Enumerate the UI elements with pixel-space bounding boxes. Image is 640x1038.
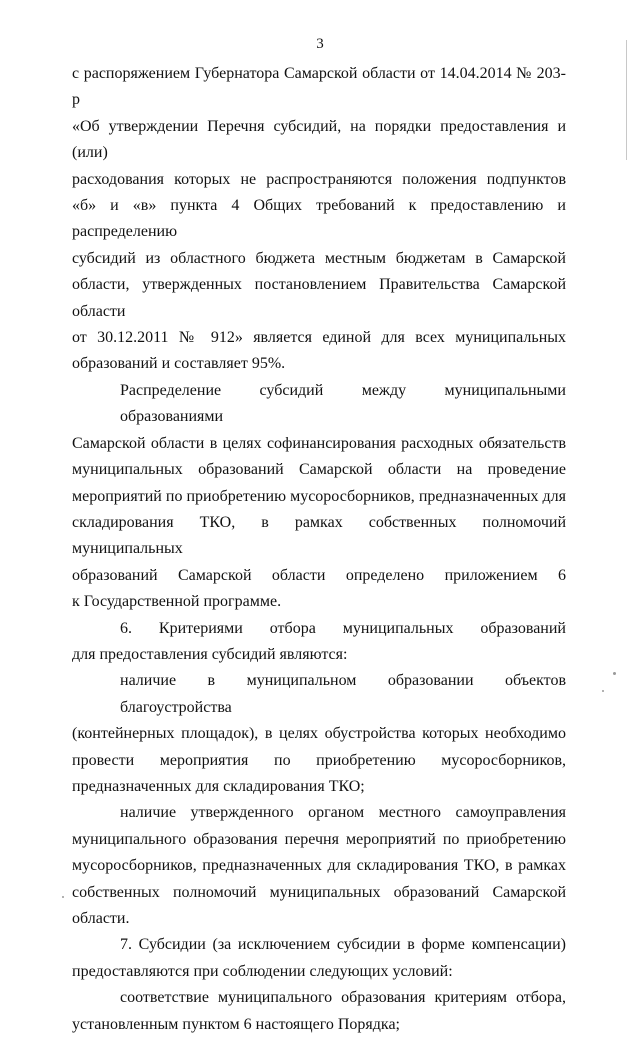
text-line: с распоряжением Губернатора Самарской области от 14.04.2014 № 203-р xyxy=(72,65,566,109)
text-line: для предоставления субсидий являются: xyxy=(72,645,348,663)
text-line: образований Самарской области определено приложением 6 xyxy=(72,566,566,584)
text-line: Распределение субсидий между муниципальными образованиями xyxy=(120,381,566,426)
paragraph-criterion-2 xyxy=(72,800,566,932)
paragraph-subsidy-level xyxy=(72,61,566,378)
scan-artifact-speck xyxy=(602,690,604,692)
text-line: складирования ТКО, в рамках собственных полномочий муниципальных xyxy=(72,513,566,558)
text-line: соответствие муниципального образования критериям отбора, xyxy=(120,989,566,1007)
scan-artifact-speck xyxy=(62,896,64,898)
text-line: наличие в муниципальном образовании объектов благоустройства xyxy=(120,672,566,716)
text-line: «Об утверждении Перечня субсидий, на порядки предоставления и (или) xyxy=(72,117,566,162)
paragraph-criterion-1 xyxy=(72,668,566,800)
text-line: расходования которых не распространяются положения подпунктов xyxy=(72,170,566,188)
text-line: 7. Субсидии (за исключением субсидии в форме компенсации) xyxy=(120,936,566,954)
text-line: к Государственной программе. xyxy=(72,593,282,611)
text-line: «б» и «в» пункта 4 Общих требований к предоставлению и распределению xyxy=(72,197,566,241)
text-line: собственных полномочий муниципальных образований Самарской xyxy=(72,883,566,901)
text-line: Самарской области в целях софинансирования расходных обязательств xyxy=(72,434,566,452)
text-line: от 30.12.2011 № 912» является единой для всех муниципальных xyxy=(72,329,566,347)
text-line: области. xyxy=(72,910,130,927)
paragraph-item-6 xyxy=(72,616,566,669)
scan-artifact-line xyxy=(626,40,627,160)
paragraph-condition-1 xyxy=(72,985,566,1038)
text-line: области, утвержденных постановлением Правительства Самарской области xyxy=(72,276,566,320)
text-line: мусоросборников, предназначенных для складирования ТКО, в рамках xyxy=(72,857,566,875)
text-line: мероприятий по приобретению мусоросборников, предназначенных для xyxy=(72,487,566,505)
paragraph-subsidy-distribution xyxy=(72,378,566,616)
text-line: муниципальных образований Самарской области на проведение xyxy=(72,461,566,479)
paragraph-item-7 xyxy=(72,932,566,985)
text-line: (контейнерных площадок), в целях обустройства которых необходимо xyxy=(72,725,566,743)
text-line: муниципального образования перечня мероприятий по приобретению xyxy=(72,830,566,848)
text-line: субсидий из областного бюджета местным бюджетам в Самарской xyxy=(72,249,566,267)
scan-artifact-speck xyxy=(613,672,616,675)
text-line: образований и составляет 95%. xyxy=(72,355,286,373)
text-line: провести мероприятия по приобретению мусоросборников, xyxy=(72,751,566,769)
text-line: наличие утвержденного органом местного самоуправления xyxy=(120,804,566,822)
page-number: 3 xyxy=(316,36,324,52)
text-line: предоставляются при соблюдении следующих условий: xyxy=(72,962,453,980)
text-line: 6. Критериями отбора муниципальных образований xyxy=(120,619,566,637)
text-line: предназначенных для складирования ТКО; xyxy=(72,777,365,795)
document-body xyxy=(72,61,566,1038)
text-line: установленным пунктом 6 настоящего Порядка; xyxy=(72,1015,400,1033)
